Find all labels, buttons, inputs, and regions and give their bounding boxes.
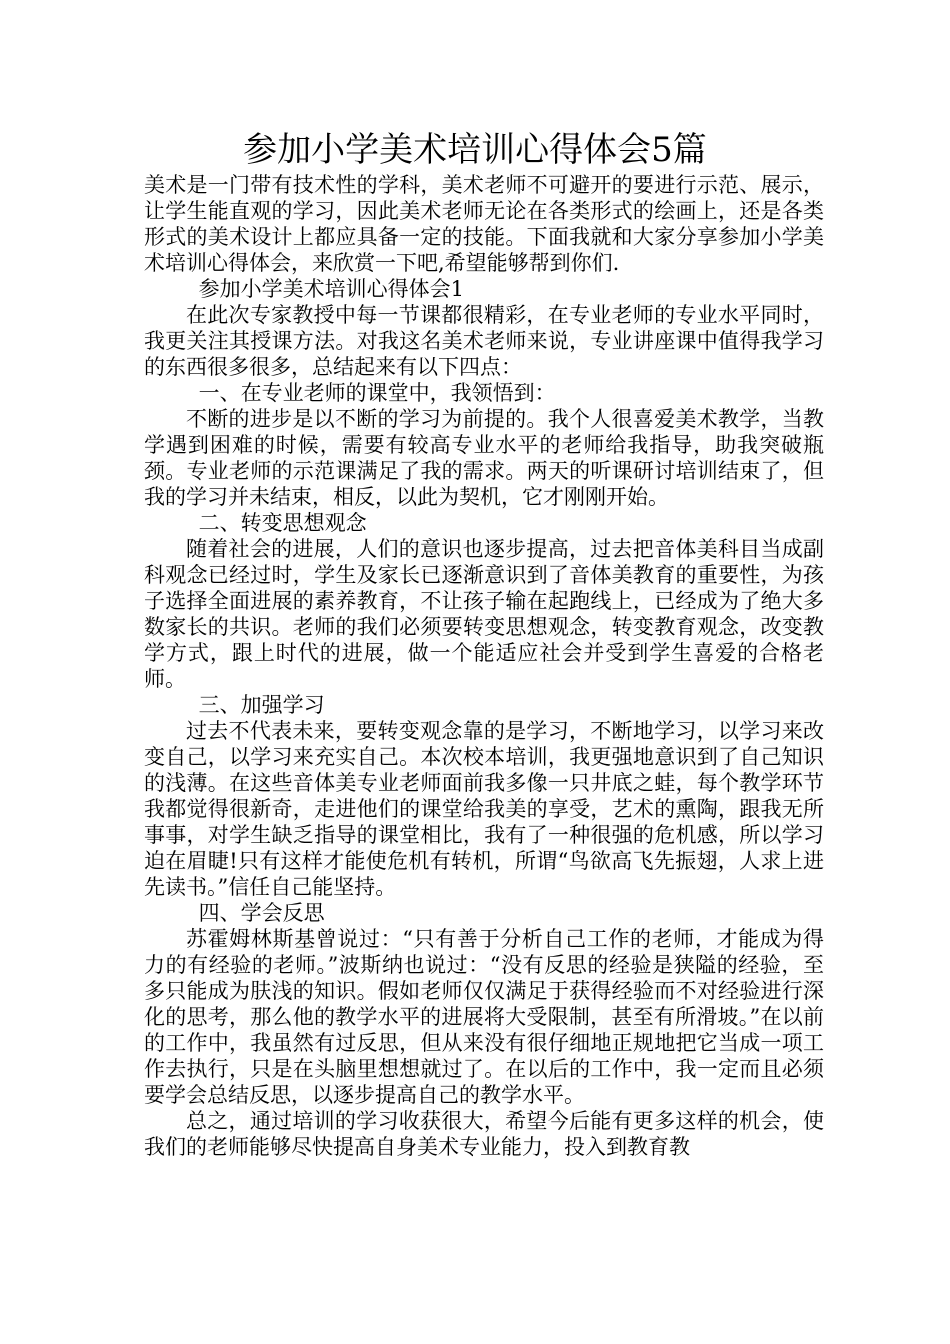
- point-heading-2: 二、转变思想观念: [198, 511, 367, 535]
- paragraph-3: 随着社会的进展，人们的意识也逐步提高，过去把音体美科目当成副科观念已经过时，学生及家长已逐渐意识到了音体美教育的重要性，为孩子选择全面进展的素养教育，不让孩子输在起跑线上，已经成为了绝大多数家长的共识。老师的我们必须要转变思想观念，转变教育观念，改变教学方式，跟上时代的进展，做一个能适应社会并受到学生喜爱的合格老师。: [144, 537, 824, 691]
- paragraph-1: 在此次专家教授中每一节课都很精彩，在专业老师的专业水平同时，我更关注其授课方法。对我这名美术老师来说，专业讲座课中值得我学习的东西很多很多，总结起来有以下四点：: [144, 303, 824, 379]
- intro-paragraph: 美术是一门带有技术性的学科，美术老师不可避开的要进行示范、展示，让学生能直观的学习，因此美术老师无论在各类形式的绘画上，还是各类形式的美术设计上都应具备一定的技能。下面我就和大家分享参加小学美术培训心得体会，来欣赏一下吧,希望能够帮到你们.: [144, 173, 824, 275]
- document-body: [144, 172, 824, 1160]
- paragraph-4: 过去不代表未来，要转变观念靠的是学习，不断地学习，以学习来改变自己，以学习来充实自己。本次校本培训，我更强地意识到了自己知识的浅薄。在这些音体美专业老师面前我多像一只井底之蛙，每个教学环节我都觉得很新奇，走进他们的课堂给我美的享受，艺术的熏陶，跟我无所事事，对学生缺乏指导的课堂相比，我有了一种很强的危机感，所以学习迫在眉睫!只有这样才能使危机有转机，所谓“鸟欲高飞先振翅，人求上进先读书。”信任自己能坚持。: [144, 719, 824, 899]
- paragraph-2: 不断的进步是以不断的学习为前提的。我个人很喜爱美术教学，当教学遇到困难的时候，需要有较高专业水平的老师给我指导，助我突破瓶颈。专业老师的示范课满足了我的需求。两天的听课研讨培训结束了，但我的学习并未结束，相反，以此为契机，它才刚刚开始。: [144, 407, 824, 509]
- paragraph-5: 苏霍姆林斯基曾说过：“只有善于分析自己工作的老师，才能成为得力的有经验的老师。”波斯纳也说过：“没有反思的经验是狭隘的经验，至多只能成为肤浅的知识。假如老师仅仅满足于获得经验而不对经验进行深化的思考，那么他的教学水平的进展将大受限制，甚至有所滑坡。”在以前的工作中，我虽然有过反思，但从来没有很仔细地正规地把它当成一项工作去执行，只是在头脑里想想就过了。在以后的工作中，我一定而且必须要学会总结反思，以逐步提高自己的教学水平。: [144, 927, 824, 1107]
- paragraph-6: 总之，通过培训的学习收获很大，希望今后能有更多这样的机会，使我们的老师能够尽快提高自身美术专业能力，投入到教育教: [144, 1109, 824, 1159]
- point-heading-1: 一、在专业老师的课堂中，我领悟到：: [198, 381, 556, 405]
- document-title: 参加小学美术培训心得体会5篇: [243, 130, 707, 170]
- point-heading-3: 三、加强学习: [198, 693, 325, 717]
- point-heading-4: 四、学会反思: [198, 901, 325, 925]
- section-title-1: 参加小学美术培训心得体会1: [198, 277, 464, 301]
